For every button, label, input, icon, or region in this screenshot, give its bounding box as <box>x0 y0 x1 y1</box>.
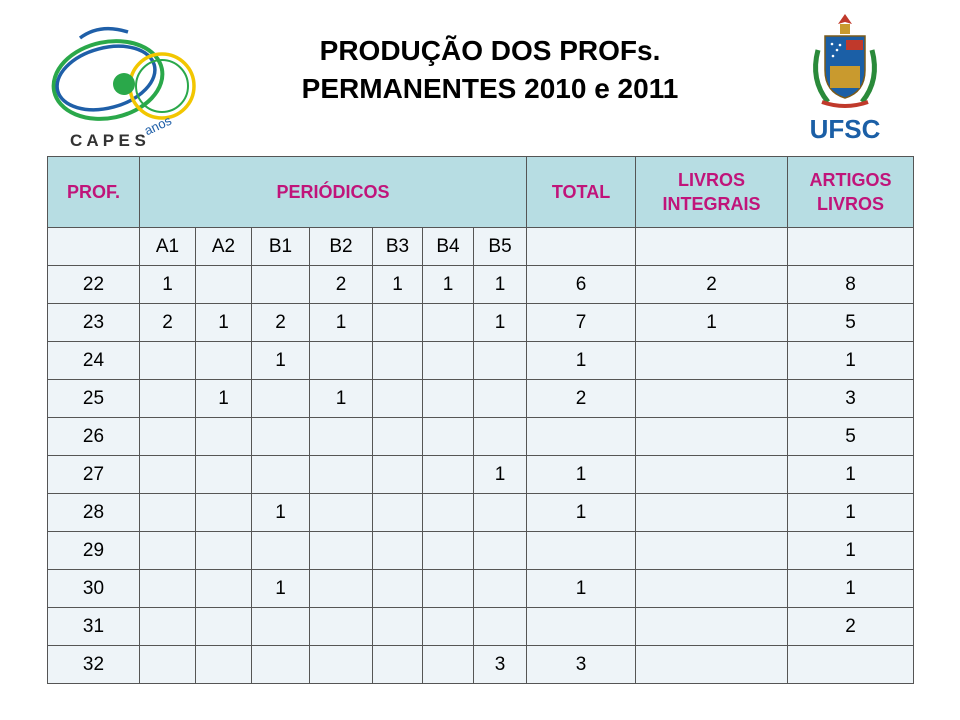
cell-a1 <box>140 570 196 608</box>
page-title <box>210 32 770 108</box>
cell-prof: 28 <box>48 494 140 532</box>
title-line-2: PERMANENTES 2010 e 2011 <box>301 73 679 104</box>
cell-livros-integrais: 1 <box>636 304 788 342</box>
cell-total: 1 <box>527 570 636 608</box>
subheader-b1: B1 <box>252 228 310 266</box>
capes-logo <box>40 18 200 153</box>
cell-b3 <box>373 494 423 532</box>
cell-a2 <box>196 418 252 456</box>
cell-b2 <box>310 418 373 456</box>
cell-b3 <box>373 608 423 646</box>
cell-a1 <box>140 494 196 532</box>
cell-a2 <box>196 456 252 494</box>
table-row <box>48 304 914 342</box>
cell-total: 2 <box>527 380 636 418</box>
cell-prof: 30 <box>48 570 140 608</box>
cell-b5 <box>474 418 527 456</box>
subheader-b3: B3 <box>373 228 423 266</box>
cell-total: 1 <box>527 494 636 532</box>
cell-b4 <box>423 494 474 532</box>
cell-artigos-livros: 5 <box>788 418 914 456</box>
cell-a1: 1 <box>140 266 196 304</box>
table-row <box>48 342 914 380</box>
cell-b2 <box>310 456 373 494</box>
table-row <box>48 494 914 532</box>
subheader-b2: B2 <box>310 228 373 266</box>
cell-b3 <box>373 304 423 342</box>
cell-a2: 1 <box>196 380 252 418</box>
cell-b4 <box>423 608 474 646</box>
header-artigos-line-2: LIVROS <box>817 194 885 214</box>
cell-total: 7 <box>527 304 636 342</box>
cell-a1 <box>140 418 196 456</box>
subheader-a1: A1 <box>140 228 196 266</box>
cell-b2: 1 <box>310 380 373 418</box>
cell-artigos-livros: 2 <box>788 608 914 646</box>
table-row <box>48 380 914 418</box>
table-row <box>48 646 914 684</box>
cell-total: 1 <box>527 456 636 494</box>
cell-b2: 1 <box>310 304 373 342</box>
header-livros-line-1: LIVROS <box>678 170 746 190</box>
cell-b1 <box>252 380 310 418</box>
cell-livros-integrais: 2 <box>636 266 788 304</box>
cell-b3 <box>373 570 423 608</box>
cell-artigos-livros: 8 <box>788 266 914 304</box>
cell-a2 <box>196 342 252 380</box>
cell-artigos-livros: 3 <box>788 380 914 418</box>
cell-b4 <box>423 646 474 684</box>
cell-b2 <box>310 494 373 532</box>
cell-b5 <box>474 570 527 608</box>
cell-a1 <box>140 532 196 570</box>
cell-artigos-livros: 1 <box>788 494 914 532</box>
cell-b3 <box>373 532 423 570</box>
cell-a2 <box>196 570 252 608</box>
cell-livros-integrais <box>636 646 788 684</box>
header-row <box>48 157 914 228</box>
cell-artigos-livros: 1 <box>788 342 914 380</box>
cell-prof: 32 <box>48 646 140 684</box>
cell-total: 6 <box>527 266 636 304</box>
cell-livros-integrais <box>636 570 788 608</box>
cell-artigos-livros: 5 <box>788 304 914 342</box>
subheader-blank <box>788 228 914 266</box>
cell-b2: 2 <box>310 266 373 304</box>
subheader-blank <box>636 228 788 266</box>
cell-b4: 1 <box>423 266 474 304</box>
cell-prof: 24 <box>48 342 140 380</box>
table-row <box>48 456 914 494</box>
cell-prof: 23 <box>48 304 140 342</box>
cell-b5 <box>474 342 527 380</box>
cell-b1 <box>252 608 310 646</box>
table-row <box>48 570 914 608</box>
cell-artigos-livros: 1 <box>788 570 914 608</box>
cell-b2 <box>310 342 373 380</box>
subheader-blank <box>48 228 140 266</box>
table-row <box>48 266 914 304</box>
cell-b4 <box>423 380 474 418</box>
subheader-b5: B5 <box>474 228 527 266</box>
cell-a2 <box>196 608 252 646</box>
cell-b3 <box>373 418 423 456</box>
table-row <box>48 608 914 646</box>
cell-a1 <box>140 608 196 646</box>
cell-prof: 25 <box>48 380 140 418</box>
capes-anos-text: anos <box>141 112 174 139</box>
cell-livros-integrais <box>636 380 788 418</box>
header-total: TOTAL <box>527 157 636 228</box>
cell-prof: 22 <box>48 266 140 304</box>
cell-total <box>527 418 636 456</box>
cell-total <box>527 532 636 570</box>
ufsc-logo <box>800 10 890 145</box>
cell-total <box>527 608 636 646</box>
cell-a2 <box>196 494 252 532</box>
cell-b1: 1 <box>252 342 310 380</box>
cell-artigos-livros <box>788 646 914 684</box>
cell-b1: 2 <box>252 304 310 342</box>
table-row <box>48 532 914 570</box>
cell-a2 <box>196 266 252 304</box>
cell-b2 <box>310 646 373 684</box>
cell-b5: 3 <box>474 646 527 684</box>
header-prof: PROF. <box>48 157 140 228</box>
title-line-1: PRODUÇÃO DOS PROFs. <box>319 35 661 66</box>
table-row <box>48 418 914 456</box>
cell-artigos-livros: 1 <box>788 456 914 494</box>
cell-prof: 29 <box>48 532 140 570</box>
cell-b4 <box>423 570 474 608</box>
cell-b4 <box>423 418 474 456</box>
cell-b1: 1 <box>252 570 310 608</box>
cell-b5 <box>474 494 527 532</box>
cell-b5: 1 <box>474 456 527 494</box>
cell-total: 3 <box>527 646 636 684</box>
header-livros-line-2: INTEGRAIS <box>662 194 761 214</box>
cell-b3 <box>373 646 423 684</box>
header-artigos-livros <box>788 157 914 228</box>
cell-b4 <box>423 456 474 494</box>
cell-b1 <box>252 532 310 570</box>
cell-a1 <box>140 646 196 684</box>
cell-livros-integrais <box>636 532 788 570</box>
cell-b4 <box>423 342 474 380</box>
production-table <box>47 156 914 684</box>
cell-b1 <box>252 456 310 494</box>
cell-livros-integrais <box>636 456 788 494</box>
ufsc-text: UFSC <box>809 114 881 144</box>
cell-artigos-livros: 1 <box>788 532 914 570</box>
cell-prof: 26 <box>48 418 140 456</box>
cell-a1 <box>140 380 196 418</box>
cell-a1 <box>140 456 196 494</box>
cell-b5 <box>474 380 527 418</box>
cell-a2 <box>196 646 252 684</box>
cell-b2 <box>310 570 373 608</box>
cell-b5 <box>474 608 527 646</box>
cell-a1 <box>140 342 196 380</box>
subheader-a2: A2 <box>196 228 252 266</box>
cell-b2 <box>310 608 373 646</box>
header-artigos-line-1: ARTIGOS <box>809 170 892 190</box>
cell-a1: 2 <box>140 304 196 342</box>
cell-prof: 31 <box>48 608 140 646</box>
subheader-b4: B4 <box>423 228 474 266</box>
cell-b5: 1 <box>474 266 527 304</box>
cell-b1: 1 <box>252 494 310 532</box>
cell-b3 <box>373 342 423 380</box>
subheader-row <box>48 228 914 266</box>
cell-livros-integrais <box>636 342 788 380</box>
cell-a2: 1 <box>196 304 252 342</box>
cell-prof: 27 <box>48 456 140 494</box>
cell-b4 <box>423 304 474 342</box>
cell-b3 <box>373 456 423 494</box>
cell-b2 <box>310 532 373 570</box>
cell-b4 <box>423 532 474 570</box>
cell-b5: 1 <box>474 304 527 342</box>
cell-b1 <box>252 418 310 456</box>
cell-total: 1 <box>527 342 636 380</box>
cell-b3: 1 <box>373 266 423 304</box>
cell-b1 <box>252 646 310 684</box>
cell-b3 <box>373 380 423 418</box>
cell-livros-integrais <box>636 418 788 456</box>
cell-a2 <box>196 532 252 570</box>
capes-text: C A P E S <box>70 131 146 150</box>
subheader-blank <box>527 228 636 266</box>
cell-b5 <box>474 532 527 570</box>
header-livros-integrais <box>636 157 788 228</box>
header-periodicos: PERIÓDICOS <box>140 157 527 228</box>
cell-livros-integrais <box>636 494 788 532</box>
cell-livros-integrais <box>636 608 788 646</box>
cell-b1 <box>252 266 310 304</box>
